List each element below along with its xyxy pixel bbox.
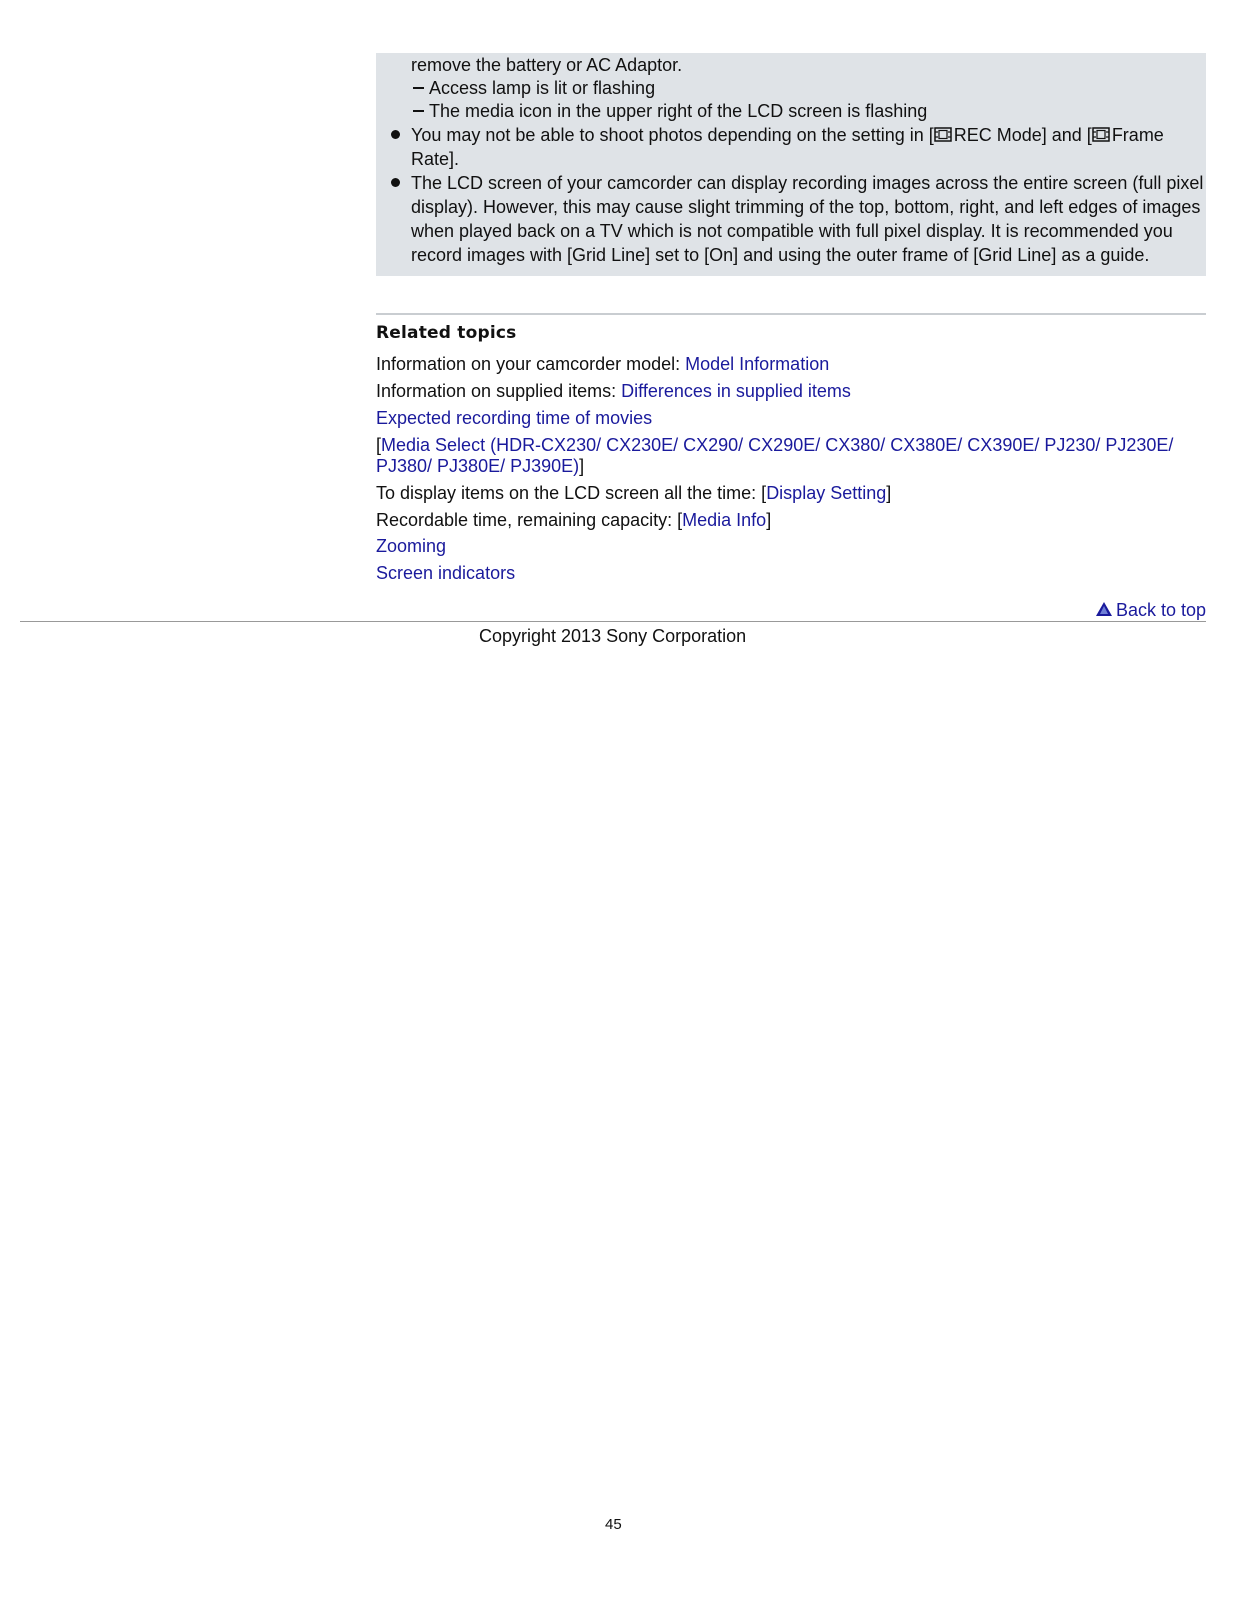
note-bullet-text: ] and [ <box>1041 125 1092 145</box>
related-expected-time <box>376 407 652 429</box>
related-topics-heading: Related topics <box>376 323 517 343</box>
related-media-select-continued <box>376 455 584 477</box>
copyright-text: Copyright 2013 Sony Corporation <box>479 626 747 646</box>
bullet-icon <box>391 178 400 187</box>
note-bullet-text: You may not be able to shoot photos depending on the setting in [ <box>411 125 934 145</box>
related-media-info <box>376 509 771 531</box>
related-media-select <box>376 434 1173 456</box>
section-divider <box>376 313 1206 315</box>
display-setting-link[interactable]: Display Setting <box>766 483 887 503</box>
zooming-link[interactable]: Zooming <box>376 536 447 556</box>
related-supplied-items <box>376 380 851 402</box>
bracket-close: ] <box>579 456 585 476</box>
note-continued-text: remove the battery or AC Adaptor. <box>411 55 683 75</box>
page-number: 45 <box>605 1516 622 1533</box>
related-label: Recordable time, remaining capacity: [ <box>376 510 683 530</box>
note-bullet-lcd-line: The LCD screen of your camcorder can display recording images across the entire screen (full pixel <box>411 173 1204 193</box>
footer-divider <box>20 621 1206 622</box>
related-label: To display items on the LCD screen all the time: [ <box>376 483 767 503</box>
related-zooming <box>376 535 446 557</box>
related-display-setting <box>376 482 891 504</box>
dash-icon <box>413 110 424 112</box>
bracket-close: ] <box>766 510 772 530</box>
media-select-link[interactable]: PJ380/ PJ380E/ PJ390E) <box>376 456 580 476</box>
movie-film-icon <box>1092 127 1110 142</box>
back-to-top-label: Back to top <box>1115 600 1206 620</box>
movie-film-icon <box>934 127 952 142</box>
related-label: Information on your camcorder model: <box>376 354 686 374</box>
media-select-link[interactable]: Media Select (HDR-CX230/ CX230E/ CX290/ CX290E/ CX380/ CX380E/ CX390E/ PJ230/ PJ230E/ <box>381 435 1174 455</box>
bracket-open: [ <box>376 435 382 455</box>
related-model-info <box>376 353 829 375</box>
related-screen-indicators <box>376 562 515 584</box>
note-bullet-text: Rate]. <box>411 149 460 169</box>
bracket-close: ] <box>886 483 892 503</box>
bullet-icon <box>391 130 400 139</box>
media-info-link[interactable]: Media Info <box>682 510 767 530</box>
screen-indicators-link[interactable]: Screen indicators <box>376 563 516 583</box>
note-bullet-lcd-line: when played back on a TV which is not compatible with full pixel display. It is recommended you <box>411 221 1173 241</box>
expected-recording-time-link[interactable]: Expected recording time of movies <box>376 408 653 428</box>
note-sub-item: Access lamp is lit or flashing <box>429 78 656 98</box>
note-bullet-photo-setting <box>411 124 1164 146</box>
note-setting-rec-mode: REC Mode <box>953 125 1042 145</box>
up-triangle-icon <box>1095 601 1113 617</box>
related-label: Information on supplied items: <box>376 381 622 401</box>
note-sub-item: The media icon in the upper right of the LCD screen is flashing <box>429 101 928 121</box>
model-information-link[interactable]: Model Information <box>685 354 830 374</box>
note-bullet-lcd-line: record images with [Grid Line] set to [On] and using the outer frame of [Grid Line] as a guide. <box>411 245 1150 265</box>
note-bullet-lcd-line: display). However, this may cause slight trimming of the top, bottom, right, and left edges of images <box>411 197 1201 217</box>
differences-supplied-items-link[interactable]: Differences in supplied items <box>621 381 851 401</box>
back-to-top-link[interactable] <box>1095 599 1206 621</box>
dash-icon <box>413 87 424 89</box>
note-setting-frame-rate: Frame <box>1111 125 1164 145</box>
